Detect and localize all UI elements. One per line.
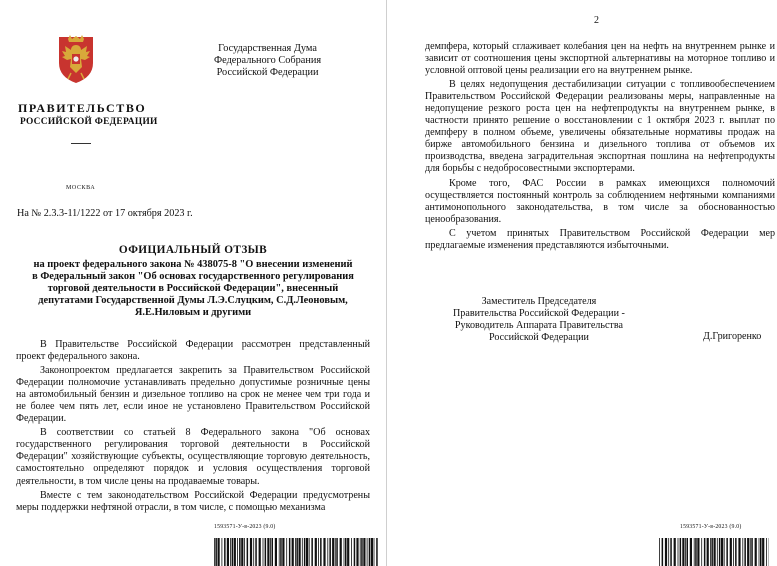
page-2 [389, 0, 777, 566]
barcode-bar [747, 538, 749, 566]
barcode-bar [253, 538, 254, 566]
government-title: ПРАВИТЕЛЬСТВО [18, 101, 147, 115]
barcode-bar [678, 538, 679, 566]
barcode-bar [309, 538, 310, 566]
barcode-bar [730, 538, 732, 566]
barcode-bar [247, 538, 249, 566]
barcode-bar [311, 538, 313, 566]
barcode-bar [710, 538, 711, 566]
paragraph: С учетом принятых Правительством Российской Федерации мер предлагаемые изменения представляются избыточными. [425, 227, 775, 251]
barcode-bar [327, 538, 328, 566]
addressee-line: Российской Федерации [216, 67, 319, 78]
barcode-bar [724, 538, 725, 566]
barcode-bar [354, 538, 356, 566]
barcode-bar [360, 538, 361, 566]
barcode-graphic [659, 538, 769, 566]
barcode-bar [270, 538, 271, 566]
barcode-bar [694, 538, 695, 566]
page-divider [386, 0, 387, 566]
barcode-bar [662, 538, 664, 566]
barcode-bar [707, 538, 709, 566]
barcode-bar [726, 538, 728, 566]
barcode-bar [744, 538, 746, 566]
page-1 [0, 0, 386, 566]
barcode-bar [704, 538, 706, 566]
barcode-bar [374, 538, 375, 566]
barcode-bar [279, 538, 280, 566]
barcode-bar [224, 538, 226, 566]
barcode-bar [282, 538, 284, 566]
barcode-bar [237, 538, 238, 566]
paragraph: Кроме того, ФАС России в рамках имеющихся полномочий осуществляется постоянный контроль за соблюдением нефтяными компаниями антимонопольного законодательства, в том числе за обоснованностью ценообразования. [425, 177, 775, 225]
paragraph: В целях недопущения дестабилизации ситуации с топливообеспечением Правительством Российской Федерации реализованы меры, направленные на недопущение резкого роста цен на нефтепродукты на внутреннем рынке, в частности принято решение о восстановлении с 1 октября 2023 г. выплат по демпферу в полном объеме, увеличены обязательные нормативы продаж на бирже автомобильного бензина и дизельного топлива от объемов их производства, введена заградительная экспортная пошлина на нефтепродукты для борьбы с недобросовестными экспортерами. [425, 79, 775, 175]
signatory-line: Правительства Российской Федерации - [453, 308, 625, 319]
barcode-bar [320, 538, 322, 566]
barcode-bar [711, 538, 713, 566]
barcode-bar [263, 538, 264, 566]
barcode-bar [714, 538, 716, 566]
paragraph: В соответствии со статьей 8 Федерального закона "Об основах государственного регулирования торговой деятельности в Российской Федерации" хозяйствующие субъекты, осуществляющие торговую деятельность, самостоятельно определяют порядок и условия осуществления торговой деятельности, в том числе цены на продаваемые товары. [16, 427, 370, 487]
signatory-title [453, 296, 625, 344]
barcode-bar [227, 538, 229, 566]
barcode-bar [289, 538, 291, 566]
page-number: 2 [594, 15, 599, 26]
barcode-bar [296, 538, 298, 566]
barcode-bar [351, 538, 352, 566]
barcode-bar [760, 538, 762, 566]
city-label: МОСКВА [66, 185, 96, 191]
signatory-name: Д.Григоренко [703, 331, 762, 342]
barcode-bar [344, 538, 345, 566]
barcode-bar [685, 538, 686, 566]
barcode-bar [340, 538, 342, 566]
barcode-bar [280, 538, 282, 566]
barcode-bar [687, 538, 689, 566]
barcode-bar [304, 538, 306, 566]
barcode-bar [356, 538, 358, 566]
barcode-graphic [214, 538, 378, 566]
barcode-bar [759, 538, 760, 566]
barcode-bar [717, 538, 718, 566]
barcode-bar [241, 538, 243, 566]
barcode-bar [721, 538, 723, 566]
barcode-bar [345, 538, 347, 566]
paragraph: Вместе с тем законодательством Российской Федерации предусмотрены меры поддержки нефтяной отрасли, в том числе, с помощью механизма [16, 489, 370, 513]
barcode-bar [275, 538, 277, 566]
barcode-bar [265, 538, 267, 566]
barcode-bar [695, 538, 697, 566]
barcode-bar [272, 538, 274, 566]
signatory-line: Российской Федерации [488, 332, 589, 343]
barcode-bar [668, 538, 669, 566]
barcode-bar [230, 538, 231, 566]
barcode-bar [755, 538, 757, 566]
registration-number: 1593571-У-в-2023 (9.0) [214, 524, 276, 530]
barcode-bar [222, 538, 223, 566]
barcode-bar [299, 538, 301, 566]
paragraph: В Правительстве Российской Федерации рассмотрен представленный проект федерального закона. [16, 339, 370, 363]
barcode-bar [306, 538, 308, 566]
subject-line: в Федеральный закон "Об основах государственного регулирования [32, 271, 354, 282]
barcode-bar [292, 538, 294, 566]
subject-line: на проект федерального закона № 438075-8 "О внесении изменений [33, 259, 353, 270]
barcode-bar [335, 538, 336, 566]
barcode-bar [659, 538, 660, 566]
barcode-bar [215, 538, 217, 566]
barcode-bar [363, 538, 365, 566]
barcode-bar [232, 538, 234, 566]
barcode-bar [361, 538, 363, 566]
barcode-bar [239, 538, 241, 566]
barcode-bar [762, 538, 764, 566]
coat-of-arms-icon [56, 33, 96, 85]
barcode-bar [670, 538, 672, 566]
barcode-bar [329, 538, 331, 566]
barcode-bar [682, 538, 684, 566]
signatory-line: Руководитель Аппарата Правительства [454, 320, 623, 331]
barcode [659, 538, 769, 566]
barcode-bar [735, 538, 737, 566]
barcode-bar [255, 538, 256, 566]
barcode-bar [690, 538, 692, 566]
barcode-bar [214, 538, 215, 566]
government-subtitle: РОССИЙСКОЙ ФЕДЕРАЦИИ [20, 117, 158, 127]
barcode-bar [665, 538, 667, 566]
addressee-line: Государственная Дума [218, 43, 317, 54]
barcode-bar [733, 538, 734, 566]
paragraph: Законопроектом предлагается закрепить за Правительством Российской Федерации полномочие устанавливать предельно допустимые розничные цены на автомобильный бензин и дизельное топливо на срок не менее чем три года и не более чем пять лет, если иное не установлено Правительством Российской Федерации. [16, 365, 370, 425]
document-subject [28, 259, 358, 319]
barcode-bar [367, 538, 368, 566]
barcode-bar [742, 538, 743, 566]
barcode-bar [371, 538, 373, 566]
barcode-bar [318, 538, 319, 566]
paragraph: демпфера, который сглаживает колебания цен на нефть на внутреннем рынке и зависит от соотношения цены экспортной альтернативы на моторное топливо и условной оптовой цены реализации его на внутреннем рынке. [425, 41, 775, 77]
barcode-bar [369, 538, 371, 566]
barcode-bar [701, 538, 702, 566]
subject-line: торговой деятельности в Российской Федерации", внесенный [47, 283, 339, 294]
barcode-bar [751, 538, 753, 566]
body-text [425, 41, 775, 254]
barcode-bar [250, 538, 252, 566]
barcode-bar [323, 538, 325, 566]
addressee-block [214, 43, 321, 79]
barcode-bar [697, 538, 699, 566]
barcode-bar [315, 538, 317, 566]
barcode [214, 538, 378, 566]
barcode-bar [302, 538, 303, 566]
barcode-bar [332, 538, 334, 566]
barcode-bar [738, 538, 740, 566]
barcode-bar [347, 538, 349, 566]
header-rule [71, 143, 91, 144]
barcode-bar [267, 538, 269, 566]
subject-line: депутатами Государственной Думы Л.Э.Слуцким, С.Д.Леоновым, [38, 295, 348, 306]
document-title: ОФИЦИАЛЬНЫЙ ОТЗЫВ [118, 244, 268, 256]
subject-line: Я.Е.Ниловым и другими [134, 307, 252, 318]
barcode-bar [295, 538, 296, 566]
barcode-bar [680, 538, 682, 566]
signatory-line: Заместитель Председателя [481, 296, 597, 307]
registration-number: 1593571-У-в-2023 (9.0) [680, 524, 742, 530]
reference-number: На № 2.3.3-11/1222 от 17 октября 2023 г. [17, 208, 193, 219]
barcode-bar [234, 538, 236, 566]
barcode-bar [376, 538, 378, 566]
addressee-line: Федерального Собрания [214, 55, 322, 66]
barcode-bar [674, 538, 676, 566]
body-text [16, 339, 370, 516]
barcode-bar [750, 538, 751, 566]
barcode-bar [766, 538, 767, 566]
barcode-bar [259, 538, 261, 566]
barcode-bar [244, 538, 245, 566]
barcode-bar [218, 538, 220, 566]
barcode-bar [336, 538, 338, 566]
barcode-bar [286, 538, 287, 566]
barcode-bar [719, 538, 721, 566]
